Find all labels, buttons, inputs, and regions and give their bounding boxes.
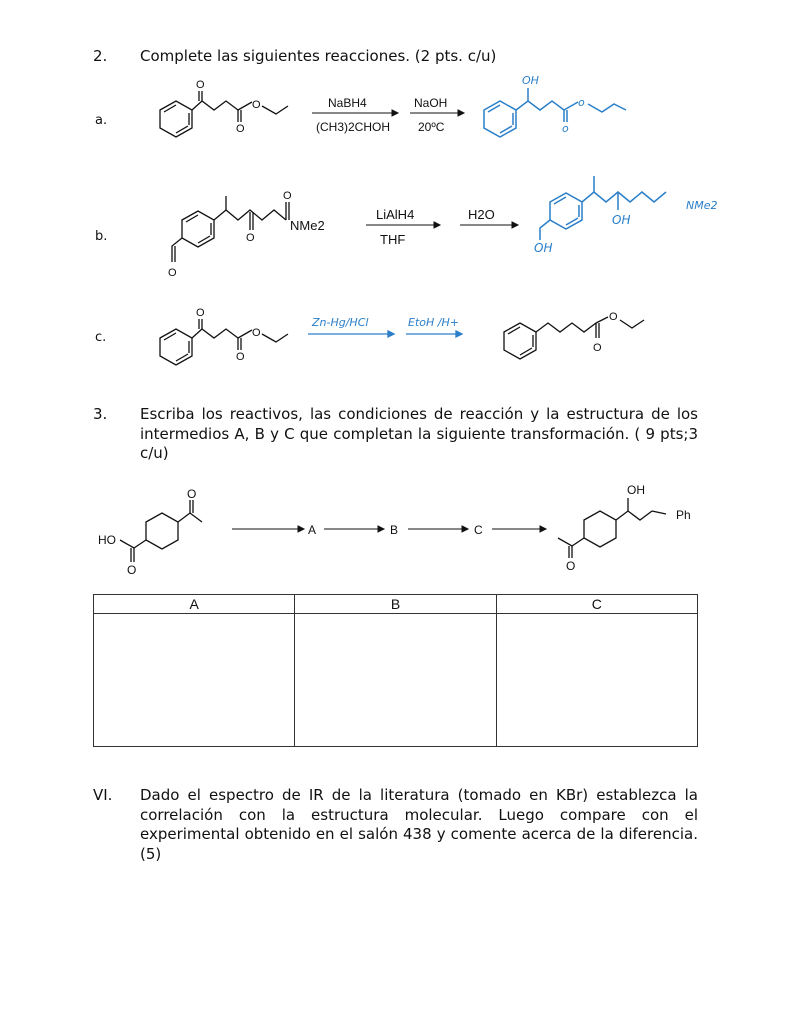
q2c-product-structure	[504, 317, 644, 359]
q2a-starting-material	[160, 91, 288, 137]
q2b-reaction-scheme	[150, 172, 750, 282]
q2b-answer-structure	[540, 176, 666, 240]
table-header-a: A	[94, 595, 295, 614]
q2b-answer-oh1: OH	[534, 241, 553, 255]
q3-starting-material	[120, 500, 202, 562]
q2a-answer-structure	[484, 88, 626, 137]
svg-text:O: O	[168, 267, 177, 279]
q3-product-oh: OH	[627, 483, 645, 497]
q3-product-structure	[558, 498, 666, 558]
answer-cell-b[interactable]	[295, 614, 496, 747]
q3-intermediate-c: C	[474, 523, 483, 537]
q6-number: VI.	[93, 786, 113, 804]
q2b-amide: NMe2	[290, 218, 325, 233]
svg-text:O: O	[283, 190, 292, 202]
svg-text:O: O	[566, 559, 576, 573]
q2b-reagent1-top: LiAlH4	[376, 207, 415, 222]
q2c-reagent2: EtoH /H+	[408, 316, 459, 329]
svg-text:O: O	[252, 327, 261, 339]
svg-text:O: O	[196, 307, 205, 319]
q2b-reagent2-top: H2O	[468, 207, 495, 222]
q3-transformation-scheme	[90, 478, 710, 578]
q2b-answer-oh2: OH	[612, 213, 631, 227]
svg-text:O: O	[609, 311, 618, 323]
q3-product-ph: Ph	[676, 508, 691, 522]
q3-answer-table	[93, 594, 698, 747]
q2a-reagent1-top: NaBH4	[328, 96, 367, 110]
svg-text:O: O	[187, 487, 197, 501]
q2a-reagent2-bottom: 20ºC	[418, 120, 445, 134]
svg-text:O: O	[593, 342, 602, 354]
answer-cell-a[interactable]	[94, 614, 295, 747]
q2c-label: c.	[95, 330, 107, 345]
q2b-starting-material	[172, 196, 289, 262]
q2a-reagent1-bottom: (CH3)2CHOH	[316, 120, 391, 134]
q2a-answer-oh: OH	[522, 74, 539, 87]
q2a-reaction-scheme	[130, 70, 730, 160]
svg-text:O: O	[236, 123, 245, 135]
q3-start-label: HO	[98, 533, 116, 547]
svg-text:O: O	[196, 79, 205, 91]
q2-number: 2.	[93, 47, 108, 65]
table-header-b: B	[295, 595, 496, 614]
q2b-answer-nme2: NMe2	[686, 199, 718, 212]
q2b-label: b.	[95, 229, 108, 244]
table-header-c: C	[496, 595, 697, 614]
q2a-label: a.	[95, 113, 108, 128]
q2-text: Complete las siguientes reacciones. (2 pts. c/u)	[140, 47, 497, 65]
svg-text:O: O	[246, 232, 255, 244]
answer-cell-c[interactable]	[496, 614, 697, 747]
svg-text:o: o	[562, 122, 569, 135]
q2c-reagent1: Zn-Hg/HCl	[312, 316, 369, 329]
q2c-starting-material	[160, 319, 288, 365]
svg-text:o: o	[578, 96, 585, 109]
q3-intermediate-b: B	[390, 523, 399, 537]
q6-text: Dado el espectro de IR de la literatura (tomado en KBr) establezca la correlación con la estructura molecular. Luego compare con el experimental obtenido en el salón 438 y comente acerca de la diferencia. (5)	[140, 786, 698, 863]
q3-intermediate-a: A	[308, 523, 317, 537]
q2a-reagent2-top: NaOH	[414, 96, 448, 110]
q3-number: 3.	[93, 405, 108, 423]
svg-text:O: O	[127, 563, 137, 577]
svg-text:O: O	[236, 351, 245, 363]
q2c-reaction-scheme	[130, 296, 730, 376]
q3-text: Escriba los reactivos, las condiciones de reacción y la estructura de los intermedios A, B y C que completan la siguiente transformación. ( 9 pts;3 c/u)	[140, 405, 698, 462]
q2b-reagent1-bottom: THF	[380, 232, 406, 247]
svg-text:O: O	[252, 99, 261, 111]
